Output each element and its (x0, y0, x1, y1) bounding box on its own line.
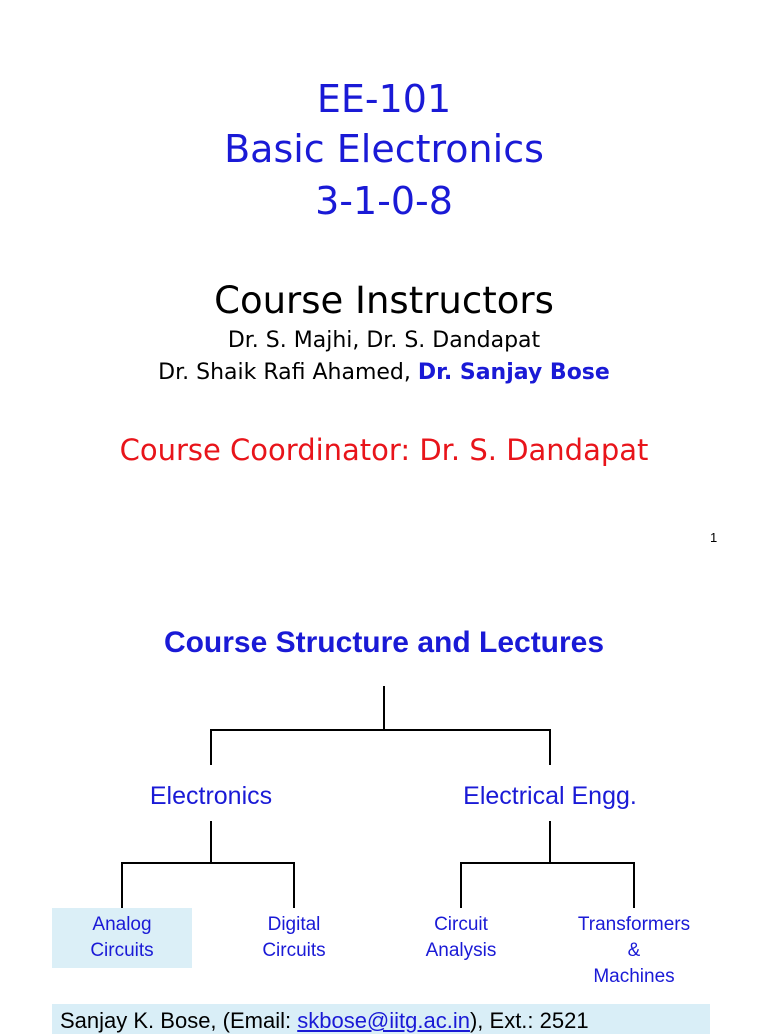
course-code: EE-101 (316, 77, 452, 121)
email-link[interactable]: skbose@iitg.ac.in (297, 1008, 470, 1033)
tree-line-analog-drop (121, 862, 123, 908)
footer-prefix: Sanjay K. Bose, (Email: (60, 1008, 298, 1033)
course-name: Basic Electronics (224, 127, 544, 171)
tree-line-left-drop (210, 729, 212, 765)
course-coordinator: Course Coordinator: Dr. S. Dandapat (119, 433, 649, 467)
tree-line-circuit-drop (460, 862, 462, 908)
instructors-line-2-prefix: Dr. Shaik Rafi Ahamed, (158, 360, 418, 385)
tree-line-electrical-bar (460, 862, 635, 864)
instructors-heading: Course Instructors (214, 279, 554, 322)
leaf-transformers-line-2: & (627, 940, 641, 961)
tree-line-root (383, 686, 385, 730)
leaf-analog-line-1: Analog (92, 914, 152, 935)
branch-electrical-engg: Electrical Engg. (463, 782, 637, 810)
leaf-transformers-line-1: Transformers (577, 914, 691, 935)
course-credits: 3-1-0-8 (315, 179, 453, 223)
leaf-analog-line-2: Circuits (90, 940, 154, 961)
instructor-highlight: Dr. Sanjay Bose (417, 360, 610, 385)
page-number: 1 (710, 530, 718, 545)
tree-line-digital-drop (293, 862, 295, 908)
leaf-digital-circuits (224, 912, 364, 964)
leaf-circuit-line-1: Circuit (434, 914, 488, 935)
instructors-line-2 (0, 362, 768, 384)
branch-electronics: Electronics (149, 782, 273, 810)
leaf-digital-line-2: Circuits (262, 940, 326, 961)
leaf-analog-circuits (52, 912, 192, 964)
leaf-circuit-analysis (391, 912, 531, 964)
footer-contact (60, 1010, 589, 1032)
slide-title: Course Structure and Lectures (163, 626, 605, 659)
tree-line-top-bar (210, 729, 551, 731)
instructors-line-1: Dr. S. Majhi, Dr. S. Dandapat (227, 328, 541, 353)
leaf-transformers-machines (554, 912, 714, 990)
tree-line-electronics-bar (121, 862, 295, 864)
leaf-transformers-line-3: Machines (593, 966, 675, 987)
leaf-digital-line-1: Digital (267, 914, 321, 935)
tree-line-electrical-stem (549, 821, 551, 863)
tree-line-electronics-stem (210, 821, 212, 863)
leaf-circuit-line-2: Analysis (425, 940, 497, 961)
footer-suffix: ), Ext.: 2521 (469, 1008, 589, 1033)
tree-line-right-drop (549, 729, 551, 765)
tree-line-transformers-drop (633, 862, 635, 908)
